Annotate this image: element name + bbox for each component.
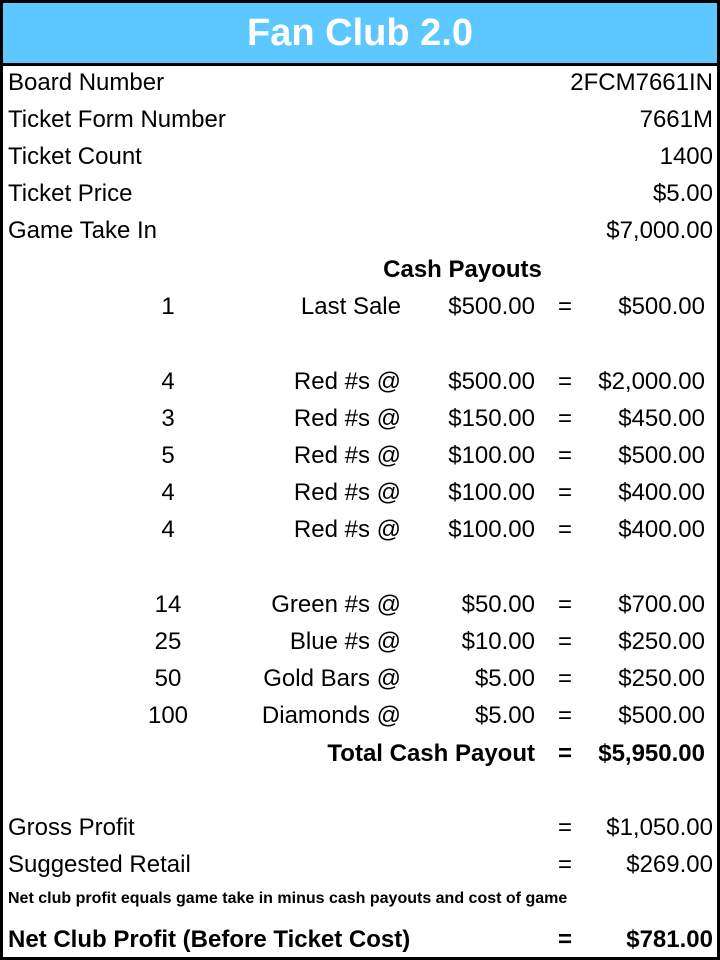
gross-profit-row [3,809,717,846]
equals-sign: = [557,591,572,618]
payout-prize: $100.00 [448,516,535,543]
payout-description: Green #s @ [271,591,401,618]
payout-count: 14 [154,591,182,618]
payout-row [3,363,717,400]
payout-description: Last Sale [300,293,401,320]
info-label: Board Number [8,69,165,96]
payout-row [3,660,717,697]
total-payout-amount: $5,950.00 [598,740,705,767]
payout-row [3,623,717,660]
payout-description: Blue #s @ [289,628,401,655]
payout-count: 1 [161,293,175,320]
info-label: Ticket Price [8,180,133,207]
info-row-ticket-count [3,138,717,175]
equals-sign: = [557,442,572,469]
payout-count: 25 [154,628,182,655]
equals-sign: = [557,516,572,543]
gross-profit-amount: $1,050.00 [606,814,713,841]
info-label: Game Take In [8,217,157,244]
note-row [3,884,717,914]
payout-count: 5 [161,442,175,469]
payout-prize: $500.00 [448,293,535,320]
payout-amount: $500.00 [618,442,705,469]
sheet-title: Fan Club 2.0 [3,3,717,66]
payout-row [3,511,717,548]
payout-description: Red #s @ [293,405,401,432]
net-club-profit-label: Net Club Profit (Before Ticket Cost) [8,926,411,953]
payout-count: 4 [161,516,175,543]
payout-row [3,437,717,474]
payout-count: 4 [161,479,175,506]
equals-sign: = [557,740,572,767]
info-value: 7661M [639,106,713,133]
total-payout-row [3,735,717,772]
payout-prize: $5.00 [474,702,535,729]
info-value: 1400 [659,143,713,170]
payout-description: Red #s @ [293,479,401,506]
payout-amount: $700.00 [618,591,705,618]
payouts-heading-row [3,251,717,288]
suggested-retail-amount: $269.00 [626,851,713,878]
payout-count: 50 [154,665,182,692]
payout-description: Diamonds @ [261,702,401,729]
equals-sign: = [557,851,572,878]
payout-amount: $2,000.00 [598,368,705,395]
payout-prize: $10.00 [461,628,535,655]
payout-prize: $150.00 [448,405,535,432]
info-value: $5.00 [652,180,713,207]
suggested-retail-label: Suggested Retail [8,851,191,878]
info-label: Ticket Count [8,143,142,170]
payout-row [3,586,717,623]
equals-sign: = [557,702,572,729]
suggested-retail-row [3,846,717,883]
payout-row [3,474,717,511]
payout-amount: $250.00 [618,628,705,655]
equals-sign: = [557,814,572,841]
info-value: $7,000.00 [606,217,713,244]
equals-sign: = [557,479,572,506]
info-value: 2FCM7661IN [570,69,713,96]
payout-amount: $500.00 [618,293,705,320]
payout-description: Red #s @ [293,442,401,469]
info-row-game-take-in [3,212,717,249]
payout-row [3,697,717,734]
payout-amount: $500.00 [618,702,705,729]
equals-sign: = [557,628,572,655]
payout-amount: $400.00 [618,516,705,543]
payout-prize: $100.00 [448,442,535,469]
payout-prize: $5.00 [474,665,535,692]
payout-count: 100 [147,702,189,729]
payout-count: 3 [161,405,175,432]
equals-sign: = [557,405,572,432]
payout-description: Red #s @ [293,516,401,543]
payouts-heading: Cash Payouts [383,256,542,283]
info-row-board-number [3,64,717,101]
info-row-ticket-price [3,175,717,212]
payout-prize: $50.00 [461,591,535,618]
payout-amount: $400.00 [618,479,705,506]
payout-row [3,288,717,325]
payout-amount: $450.00 [618,405,705,432]
payout-count: 4 [161,368,175,395]
payout-row [3,400,717,437]
equals-sign: = [557,368,572,395]
net-club-profit-amount: $781.00 [626,926,713,953]
total-payout-label: Total Cash Payout [327,740,535,767]
payout-description: Red #s @ [293,368,401,395]
info-row-ticket-form-number [3,101,717,138]
equals-sign: = [557,926,572,953]
info-label: Ticket Form Number [8,106,226,133]
payout-prize: $500.00 [448,368,535,395]
profit-note: Net club profit equals game take in minus cash payouts and cost of game [8,890,568,907]
payout-description: Gold Bars @ [263,665,401,692]
equals-sign: = [557,665,572,692]
equals-sign: = [557,293,572,320]
payout-prize: $100.00 [448,479,535,506]
net-club-profit-row [3,921,717,959]
payout-amount: $250.00 [618,665,705,692]
gross-profit-label: Gross Profit [8,814,135,841]
